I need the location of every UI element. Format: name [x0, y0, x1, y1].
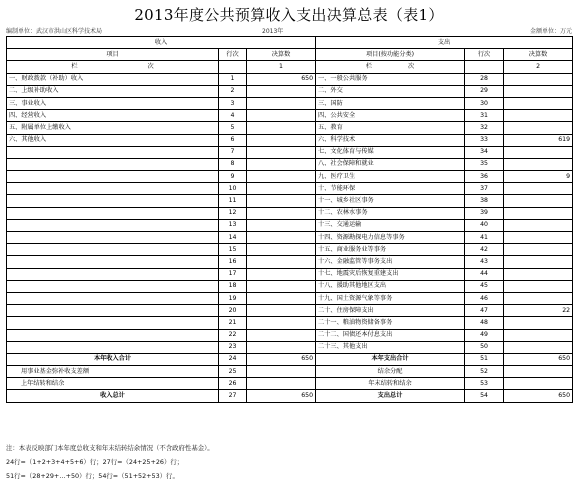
expense-amount-cell — [504, 280, 573, 292]
income-amount-cell — [247, 329, 316, 341]
income-item-cell: 六、其他收入 — [7, 134, 219, 146]
income-amount-cell — [247, 97, 316, 109]
income-amount-cell — [247, 219, 316, 231]
table-row — [7, 305, 573, 317]
income-item-cell — [7, 183, 219, 195]
expense-line-index — [465, 61, 504, 73]
footnote-2: 24行=（1+2+3+4+5+6）行；27行=（24+25+26）行； — [6, 458, 184, 466]
expense-amount-cell: 650 — [504, 353, 573, 365]
expense-line-cell: 44 — [465, 268, 504, 280]
expense-line-cell: 51 — [465, 353, 504, 365]
income-amount-cell — [247, 146, 316, 158]
expense-line-cell: 50 — [465, 341, 504, 353]
table-row — [7, 232, 573, 244]
income-amount-cell — [247, 244, 316, 256]
income-amount-cell — [247, 341, 316, 353]
income-item-cell: 上年结转和结余 — [7, 378, 219, 390]
expense-amount-cell — [504, 207, 573, 219]
report-year: 2013年 — [262, 28, 284, 35]
income-item-cell: 四、经营收入 — [7, 110, 219, 122]
expense-amount-cell — [504, 110, 573, 122]
expense-amount-cell — [504, 97, 573, 109]
expense-line-cell: 31 — [465, 110, 504, 122]
income-amount-cell — [247, 378, 316, 390]
income-item-cell — [7, 244, 219, 256]
expense-item-cell: 二十、住房保障支出 — [316, 305, 465, 317]
grand-total-row — [7, 390, 573, 402]
income-amount-cell — [247, 317, 316, 329]
income-line-cell: 23 — [219, 341, 247, 353]
expense-amount-cell — [504, 122, 573, 134]
expense-amount-cell — [504, 85, 573, 97]
income-line-cell: 15 — [219, 244, 247, 256]
expense-amount-cell — [504, 195, 573, 207]
expense-item-cell: 九、医疗卫生 — [316, 171, 465, 183]
expense-amount-cell — [504, 256, 573, 268]
income-amount-cell — [247, 366, 316, 378]
income-amount-cell — [247, 292, 316, 304]
income-line-cell: 21 — [219, 317, 247, 329]
expense-line-cell: 42 — [465, 244, 504, 256]
income-line-cell: 18 — [219, 280, 247, 292]
income-line-cell: 16 — [219, 256, 247, 268]
income-line-cell: 11 — [219, 195, 247, 207]
expense-line-header: 行次 — [465, 49, 504, 61]
income-amount-cell: 650 — [247, 353, 316, 365]
expense-amount-cell — [504, 219, 573, 231]
table-row — [7, 146, 573, 158]
expense-line-cell: 39 — [465, 207, 504, 219]
compiling-unit: 编制单位：武汉市洪山区科学技术局 — [6, 28, 103, 35]
income-amount-cell — [247, 305, 316, 317]
income-line-index — [219, 61, 247, 73]
expense-item-cell: 三、国防 — [316, 97, 465, 109]
income-item-cell — [7, 280, 219, 292]
expense-amount-cell — [504, 366, 573, 378]
expense-amount-cell — [504, 268, 573, 280]
expense-line-cell: 32 — [465, 122, 504, 134]
column-index-row — [7, 61, 573, 73]
income-index-label — [7, 61, 219, 73]
income-amount-cell — [247, 158, 316, 170]
amount-unit: 金额单位：万元 — [529, 28, 572, 35]
table-row — [7, 280, 573, 292]
income-item-cell — [7, 207, 219, 219]
income-line-cell: 14 — [219, 232, 247, 244]
income-item-cell — [7, 256, 219, 268]
income-line-header: 行次 — [219, 49, 247, 61]
expense-item-header: 项目(按功能分类) — [316, 49, 465, 61]
income-item-cell — [7, 219, 219, 231]
expense-line-cell: 52 — [465, 366, 504, 378]
expense-item-cell: 一、一般公共服务 — [316, 73, 465, 85]
expense-group-header: 支出 — [316, 37, 573, 49]
income-item-cell — [7, 146, 219, 158]
income-line-cell: 3 — [219, 97, 247, 109]
group-header-row — [7, 37, 573, 49]
carryover-row — [7, 378, 573, 390]
expense-item-cell: 二、外交 — [316, 85, 465, 97]
income-amount-cell — [247, 280, 316, 292]
expense-line-cell: 37 — [465, 183, 504, 195]
expense-item-cell: 十三、交通运输 — [316, 219, 465, 231]
income-item-cell: 二、上级补助收入 — [7, 85, 219, 97]
expense-line-cell: 40 — [465, 219, 504, 231]
income-line-cell: 25 — [219, 366, 247, 378]
income-item-cell: 收入总计 — [7, 390, 219, 402]
expense-amount-cell: 650 — [504, 390, 573, 402]
expense-amount-cell — [504, 329, 573, 341]
expense-index-label — [316, 61, 465, 73]
table-row — [7, 219, 573, 231]
table-row — [7, 122, 573, 134]
expense-item-cell: 十四、资源勘探电力信息等事务 — [316, 232, 465, 244]
expense-item-cell: 八、社会保障和就业 — [316, 158, 465, 170]
expense-amount-cell — [504, 378, 573, 390]
expense-line-cell: 36 — [465, 171, 504, 183]
income-item-cell — [7, 171, 219, 183]
expense-amount-cell — [504, 292, 573, 304]
expense-line-cell: 33 — [465, 134, 504, 146]
expense-line-cell: 41 — [465, 232, 504, 244]
table-row — [7, 268, 573, 280]
expense-amount-cell — [504, 158, 573, 170]
table-row — [7, 207, 573, 219]
income-amount-cell — [247, 85, 316, 97]
income-amount-cell — [247, 183, 316, 195]
table-row — [7, 171, 573, 183]
table-row — [7, 341, 573, 353]
table-row — [7, 183, 573, 195]
expense-item-cell: 六、科学技术 — [316, 134, 465, 146]
income-line-cell: 2 — [219, 85, 247, 97]
expense-item-cell: 结余分配 — [316, 366, 465, 378]
income-item-cell — [7, 292, 219, 304]
income-amount-header: 决算数 — [247, 49, 316, 61]
expense-line-cell: 49 — [465, 329, 504, 341]
expense-amount-cell — [504, 317, 573, 329]
expense-amount-cell — [504, 341, 573, 353]
carryover-row — [7, 366, 573, 378]
expense-line-cell: 47 — [465, 305, 504, 317]
income-item-cell — [7, 232, 219, 244]
table-row — [7, 329, 573, 341]
income-line-cell: 8 — [219, 158, 247, 170]
table-row — [7, 292, 573, 304]
year-total-row — [7, 353, 573, 365]
expense-item-cell: 十九、国土资源气象等事务 — [316, 292, 465, 304]
income-item-cell — [7, 341, 219, 353]
expense-item-cell: 十一、城乡社区事务 — [316, 195, 465, 207]
income-item-cell — [7, 158, 219, 170]
income-amount-cell — [247, 207, 316, 219]
income-item-cell: 一、财政拨款（补助）收入 — [7, 73, 219, 85]
expense-line-cell: 28 — [465, 73, 504, 85]
income-line-cell: 7 — [219, 146, 247, 158]
ci-label: 次 — [408, 62, 415, 70]
income-item-header: 项目 — [7, 49, 219, 61]
income-line-cell: 20 — [219, 305, 247, 317]
table-row — [7, 317, 573, 329]
table-row — [7, 244, 573, 256]
income-line-cell: 27 — [219, 390, 247, 402]
income-line-cell: 1 — [219, 73, 247, 85]
table-row — [7, 85, 573, 97]
income-line-cell: 19 — [219, 292, 247, 304]
footnote-1: 注：本表反映部门本年度总收支和年末结转结余情况（不含政府性基金）。 — [6, 444, 214, 452]
income-amount-index: 1 — [247, 61, 316, 73]
income-item-cell — [7, 195, 219, 207]
expense-amount-cell — [504, 183, 573, 195]
expense-item-cell: 年末结转和结余 — [316, 378, 465, 390]
income-amount-cell — [247, 134, 316, 146]
expense-line-cell: 43 — [465, 256, 504, 268]
expense-item-cell: 本年支出合计 — [316, 353, 465, 365]
income-line-cell: 26 — [219, 378, 247, 390]
expense-amount-index: 2 — [504, 61, 573, 73]
lan-label: 栏 — [365, 62, 373, 70]
expense-item-cell: 七、文化体育与传媒 — [316, 146, 465, 158]
income-line-cell: 10 — [219, 183, 247, 195]
expense-item-cell: 十五、商业服务业等事务 — [316, 244, 465, 256]
expense-item-cell: 二十二、国债还本付息支出 — [316, 329, 465, 341]
budget-table — [6, 36, 573, 403]
income-item-cell — [7, 268, 219, 280]
expense-line-cell: 30 — [465, 97, 504, 109]
expense-amount-cell: 619 — [504, 134, 573, 146]
income-amount-cell — [247, 268, 316, 280]
expense-line-cell: 29 — [465, 85, 504, 97]
ci-label: 次 — [147, 62, 154, 70]
income-line-cell: 13 — [219, 219, 247, 231]
expense-amount-header: 决算数 — [504, 49, 573, 61]
income-item-cell: 用事业基金弥补收支差额 — [7, 366, 219, 378]
expense-amount-cell: 22 — [504, 305, 573, 317]
income-amount-cell: 650 — [247, 73, 316, 85]
expense-line-cell: 38 — [465, 195, 504, 207]
expense-amount-cell — [504, 146, 573, 158]
expense-item-cell: 十、节能环保 — [316, 183, 465, 195]
income-line-cell: 6 — [219, 134, 247, 146]
table-row — [7, 110, 573, 122]
income-amount-cell — [247, 110, 316, 122]
income-item-cell — [7, 305, 219, 317]
column-header-row — [7, 49, 573, 61]
income-item-cell: 本年收入合计 — [7, 353, 219, 365]
footnote-3: 51行=（28+29+…+50）行；54行=（51+52+53）行。 — [6, 472, 179, 480]
income-group-header: 收入 — [7, 37, 316, 49]
income-item-cell — [7, 317, 219, 329]
expense-line-cell: 53 — [465, 378, 504, 390]
report-title: 2013年度公共预算收入支出决算总表（表1） — [134, 6, 444, 24]
table-row — [7, 256, 573, 268]
expense-item-cell: 五、教育 — [316, 122, 465, 134]
income-line-cell: 4 — [219, 110, 247, 122]
expense-line-cell: 35 — [465, 158, 504, 170]
table-row — [7, 158, 573, 170]
expense-item-cell: 二十一、粮油物资储备事务 — [316, 317, 465, 329]
expense-line-cell: 34 — [465, 146, 504, 158]
income-amount-cell — [247, 232, 316, 244]
income-amount-cell — [247, 256, 316, 268]
income-line-cell: 9 — [219, 171, 247, 183]
income-amount-cell: 650 — [247, 390, 316, 402]
income-line-cell: 5 — [219, 122, 247, 134]
income-item-cell — [7, 329, 219, 341]
income-line-cell: 17 — [219, 268, 247, 280]
lan-label: 栏 — [71, 62, 78, 70]
income-item-cell: 三、事业收入 — [7, 97, 219, 109]
expense-item-cell: 十八、援助其他地区支出 — [316, 280, 465, 292]
table-row — [7, 195, 573, 207]
income-line-cell: 12 — [219, 207, 247, 219]
expense-item-cell: 十六、金融监管等事务支出 — [316, 256, 465, 268]
income-amount-cell — [247, 195, 316, 207]
expense-item-cell: 二十三、其他支出 — [316, 341, 465, 353]
income-line-cell: 22 — [219, 329, 247, 341]
income-line-cell: 24 — [219, 353, 247, 365]
expense-amount-cell — [504, 232, 573, 244]
expense-item-cell: 十七、地震灾后恢复重建支出 — [316, 268, 465, 280]
expense-amount-cell — [504, 73, 573, 85]
expense-item-cell: 支出总计 — [316, 390, 465, 402]
table-row — [7, 97, 573, 109]
income-item-cell: 五、附属单位上缴收入 — [7, 122, 219, 134]
income-amount-cell — [247, 122, 316, 134]
table-row — [7, 73, 573, 85]
expense-amount-cell — [504, 244, 573, 256]
expense-item-cell: 十二、农林水事务 — [316, 207, 465, 219]
expense-amount-cell: 9 — [504, 171, 573, 183]
expense-item-cell: 四、公共安全 — [316, 110, 465, 122]
footnotes — [6, 441, 214, 483]
expense-line-cell: 48 — [465, 317, 504, 329]
expense-line-cell: 46 — [465, 292, 504, 304]
expense-line-cell: 45 — [465, 280, 504, 292]
expense-line-cell: 54 — [465, 390, 504, 402]
table-row — [7, 134, 573, 146]
income-amount-cell — [247, 171, 316, 183]
